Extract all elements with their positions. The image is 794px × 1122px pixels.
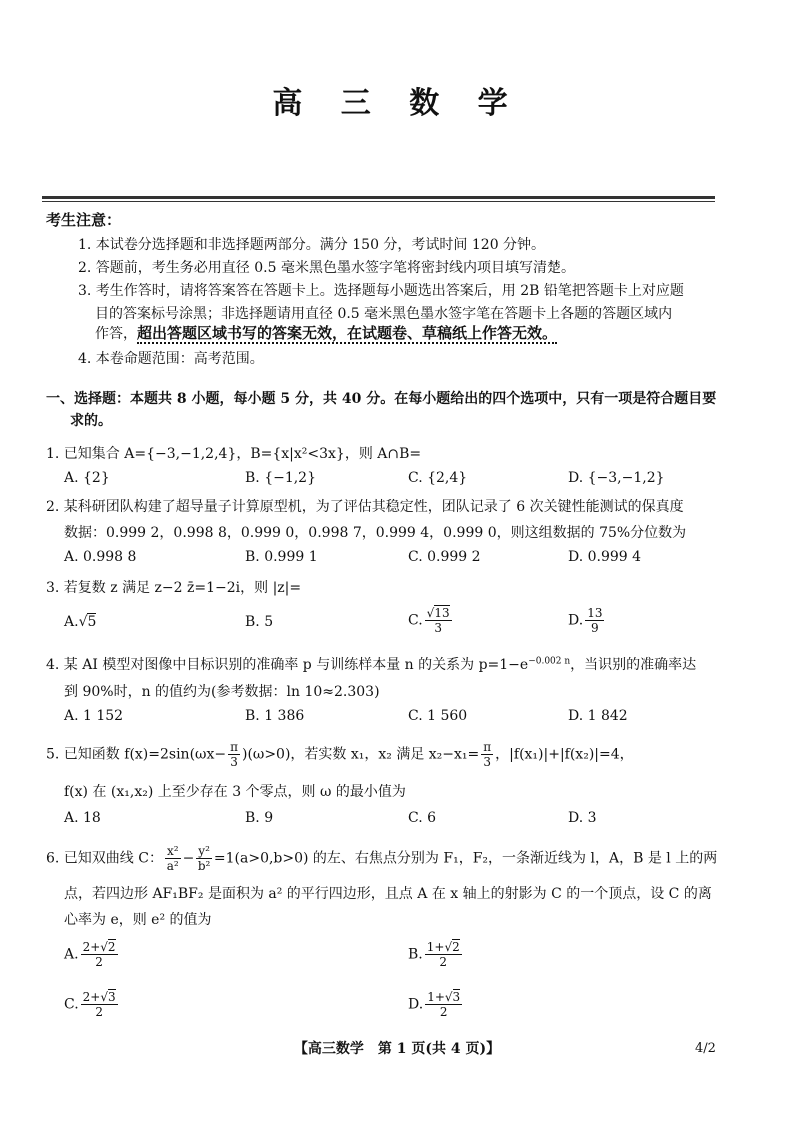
q3-option-b: B. 5 bbox=[245, 614, 274, 630]
question-6-cont-1: 点，若四边形 AF₁BF₂ 是面积为 a² 的平行四边形，且点 A 在 x 轴上的射影为 C 的一个顶点，设 C 的离 bbox=[64, 886, 712, 902]
q6-a2: a² bbox=[166, 859, 179, 873]
question-4-cont: 到 90%时，n 的值约为(参考数据：ln 10≈2.303) bbox=[64, 684, 380, 700]
notice-item-2: 2. 答题前，考生务必用直径 0.5 毫米黑色墨水签字笔将密封线内项目填写清楚。 bbox=[78, 260, 575, 276]
q4-exponent: −0.002 n bbox=[528, 656, 571, 667]
notice-heading: 考生注意： bbox=[46, 211, 122, 229]
notice-item-3-prefix: 作答， bbox=[95, 326, 137, 342]
question-3: 3. 若复数 z 满足 z−2 z̄=1−2i，则 |z|= bbox=[46, 580, 302, 596]
question-1: 1. 已知集合 A={−3,−1,2,4}，B={x|x²<3x}，则 A∩B= bbox=[46, 446, 422, 462]
q4-option-c: C. 1 560 bbox=[408, 708, 468, 724]
q6-x2: x² bbox=[166, 844, 179, 858]
q3-a-radicand: 5 bbox=[87, 614, 97, 630]
header-rule-thin bbox=[42, 201, 715, 202]
q5-three-1: 3 bbox=[230, 755, 238, 769]
notice-item-3: 3. 考生作答时，请将答案答在答题卡上。选择题每小题选出答案后，用 2B 铅笔把答题卡上对应题 bbox=[78, 283, 684, 299]
section-instruction-cont: 求的。 bbox=[70, 413, 112, 429]
question-4 bbox=[46, 654, 696, 674]
q6-y2: y² bbox=[198, 844, 210, 858]
page-title: 高 三 数 学 bbox=[272, 86, 522, 121]
q5-part-d: ，|f(x₁)|+|f(x₂)|=4， bbox=[495, 746, 634, 763]
q1-option-d: D. {−3,−1,2} bbox=[568, 470, 665, 486]
question-5-cont: f(x) 在 (x₁,x₂) 上至少存在 3 个零点，则 ω 的最小值为 bbox=[64, 784, 406, 800]
q6-option-c: C. $\frac{2+√3}{2}$ bbox=[64, 990, 116, 1019]
q6-d-den: 2 bbox=[439, 1005, 448, 1019]
q4-line1-post: ，当识别的准确率达 bbox=[570, 657, 697, 673]
q1-option-a: A. {2} bbox=[64, 470, 110, 486]
q2-option-c: C. 0.999 2 bbox=[408, 549, 481, 565]
section-instruction: 一、选择题：本题共 8 小题，每小题 5 分，共 40 分。在每小题给出的四个选项中，只有一项是符合题目要 bbox=[46, 391, 717, 407]
q3-option-d bbox=[568, 606, 606, 635]
q4-line1-pre: 4. 某 AI 模型对图像中目标识别的准确率 p 与训练样本量 n 的关系为 p=1−e bbox=[46, 657, 529, 673]
q6-option-d: D. $\frac{1+√3}{2}$ bbox=[408, 990, 461, 1019]
q6-c-rad: 3 bbox=[108, 990, 116, 1004]
notice-emphasis: 超出答题区域书写的答案无效，在试题卷、草稿纸上作答无效。 bbox=[137, 324, 558, 342]
question-2: 2. 某科研团队构建了超导量子计算原型机，为了评估其稳定性，团队记录了 6 次关键性能测试的保真度 bbox=[46, 499, 684, 515]
q6-a-rad: 2 bbox=[107, 940, 116, 954]
q6-a-den: 2 bbox=[95, 955, 103, 969]
notice-item-4: 4. 本卷命题范围：高考范围。 bbox=[78, 351, 264, 367]
q5-option-d: D. 3 bbox=[568, 810, 597, 826]
q5-pi-2: π bbox=[483, 740, 492, 754]
q3-a-label: A. bbox=[64, 614, 79, 630]
q2-option-b: B. 0.999 1 bbox=[245, 549, 318, 565]
q6-c-num-pre: 2+ bbox=[82, 990, 101, 1004]
q3-c-label: C. bbox=[408, 612, 423, 629]
q5-pi-1: π bbox=[230, 740, 238, 754]
q5-part-c: )(ω>0)，若实数 x₁，x₂ 满足 x₂−x₁= bbox=[241, 746, 480, 763]
q2-option-d: D. 0.999 4 bbox=[568, 549, 642, 565]
q3-d-num: 13 bbox=[587, 606, 603, 620]
q6-b2: b² bbox=[197, 859, 211, 873]
q6-d-num-pre: 1+ bbox=[427, 990, 445, 1004]
question-6-cont-2: 心率为 e，则 e² 的值为 bbox=[64, 912, 212, 928]
q5-three-2: 3 bbox=[483, 755, 492, 769]
q6-b-label: B. bbox=[408, 946, 423, 963]
q4-option-b: B. 1 386 bbox=[245, 708, 305, 724]
notice-item-3-end bbox=[95, 322, 557, 343]
q6-c-den: 2 bbox=[95, 1005, 103, 1019]
q6-b-rad: 2 bbox=[452, 940, 460, 954]
notice-item-3-cont: 目的答案标号涂黑；非选择题请用直径 0.5 毫米黑色墨水签字笔在答题卡上各题的答题区域内 bbox=[95, 306, 673, 322]
q6-d-label: D. bbox=[408, 996, 424, 1013]
question-2-cont: 数据：0.999 2，0.998 8，0.999 0，0.998 7，0.999 4，0.999 0，则这组数据的 75%分位数为 bbox=[64, 525, 687, 541]
q6-part-a: 6. 已知双曲线 C： bbox=[46, 850, 163, 867]
question-5 bbox=[46, 740, 634, 769]
q5-option-c: C. 6 bbox=[408, 810, 437, 826]
q5-option-a: A. 18 bbox=[64, 810, 101, 826]
q6-part-b: =1(a>0,b>0) 的左、右焦点分别为 F₁，F₂，一条渐近线为 l，A，B 是 l 上的两 bbox=[213, 850, 718, 867]
q6-b-den: 2 bbox=[439, 955, 448, 969]
q5-part-b: (ωx− bbox=[189, 746, 227, 763]
q4-option-a: A. 1 152 bbox=[64, 708, 124, 724]
q3-c-den: 3 bbox=[434, 621, 442, 635]
q6-option-a: A. $\frac{2+√2}{2}$ bbox=[64, 940, 116, 969]
notice-item-1: 1. 本试卷分选择题和非选择题两部分。满分 150 分，考试时间 120 分钟。 bbox=[78, 237, 546, 253]
q6-a-num-pre: 2+ bbox=[82, 940, 101, 954]
q3-c-num: 13 bbox=[434, 606, 450, 620]
q6-option-b: B. $\frac{1+√2}{2}$ bbox=[408, 940, 460, 969]
page-footer: 【高三数学 第 1 页(共 4 页)】 bbox=[293, 1041, 501, 1057]
q3-option-a: A.√5 bbox=[64, 614, 97, 630]
header-rule bbox=[42, 196, 715, 199]
question-6: 6. 已知双曲线 C： $\frac{\text{x²}}{\text{a²}}$ − $\frac{\text{y²}}{\text{b²}}$ =1(a>0,b>0) 的左、右焦点分别为 F₁，F₂，一条渐近线为 l，A，B 是 l 上的两 bbox=[46, 844, 718, 873]
q6-a-label: A. bbox=[64, 946, 79, 963]
q4-option-d: D. 1 842 bbox=[568, 708, 628, 724]
q1-option-c: C. {2,4} bbox=[408, 470, 468, 486]
q3-option-c: C. $\frac{√13}{3}$ bbox=[408, 606, 450, 635]
q6-d-rad: 3 bbox=[452, 990, 461, 1004]
q2-option-a: A. 0.998 8 bbox=[64, 549, 137, 565]
q5-part-a: 5. 已知函数 f(x)=2sin bbox=[46, 746, 190, 763]
q6-b-num-pre: 1+ bbox=[426, 940, 445, 954]
q3-d-den: 9 bbox=[591, 621, 599, 635]
q1-option-b: B. {−1,2} bbox=[245, 470, 316, 486]
q5-option-b: B. 9 bbox=[245, 810, 274, 826]
page-code: 4/2 bbox=[695, 1041, 716, 1056]
q3-d-label: D. bbox=[568, 612, 584, 629]
q6-c-label: C. bbox=[64, 996, 79, 1013]
